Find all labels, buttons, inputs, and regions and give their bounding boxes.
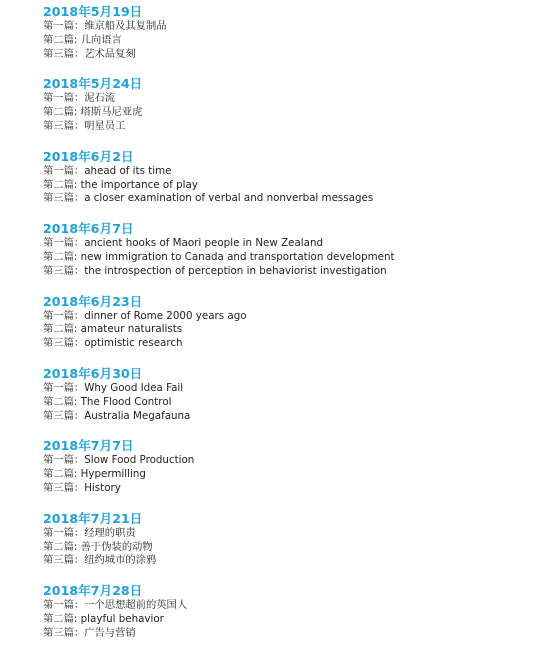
list-item [43, 310, 523, 324]
list-item [43, 337, 523, 351]
item-title: playful behavior [80, 612, 164, 625]
item-title: Hypermilling [80, 468, 146, 481]
list-item [43, 120, 523, 134]
item-label: 第一篇： [43, 381, 85, 394]
list-item [43, 396, 523, 410]
list-item [43, 627, 523, 641]
item-title: 泥石流 [84, 92, 116, 105]
item-title: 经理的职责 [84, 526, 136, 539]
item-title: the introspection of perception in behaviorist investigation [84, 264, 387, 277]
item-label: 第一篇： [43, 20, 85, 32]
list-item [43, 613, 523, 627]
item-label: 第二篇: [43, 250, 81, 263]
list-item [43, 541, 523, 555]
item-title: 一个思想超前的英国人 [84, 599, 188, 612]
list-item [43, 251, 523, 265]
item-title: 维京船及其复制品 [84, 20, 167, 32]
list-item [43, 237, 523, 251]
item-label: 第三篇： [43, 481, 85, 494]
item-label: 第一篇： [43, 526, 85, 539]
item-label: 第二篇: [43, 178, 81, 191]
item-label: 第一篇： [43, 454, 85, 467]
item-label: 第二篇: [43, 323, 81, 336]
list-item [43, 165, 523, 179]
list-item [43, 527, 523, 541]
section-date: 2018年6月30日 [43, 365, 143, 381]
section-date: 2018年5月24日 [43, 76, 143, 92]
list-item [43, 323, 523, 337]
list-item [43, 554, 523, 568]
list-item [43, 454, 523, 468]
section-date: 2018年7月28日 [43, 583, 143, 599]
item-label: 第三篇： [43, 47, 85, 60]
list-item [43, 599, 523, 613]
section-2018-06-30 [43, 366, 523, 423]
item-label: 第二篇: [43, 612, 81, 625]
item-title: amateur naturalists [80, 323, 183, 336]
item-title: Slow Food Production [84, 454, 195, 467]
item-title: Australia Megafauna [84, 409, 191, 422]
item-label: 第二篇: [43, 540, 81, 553]
item-title: a closer examination of verbal and nonverbal messages [84, 192, 374, 205]
section-date: 2018年7月21日 [43, 510, 143, 526]
list-item [43, 410, 523, 424]
item-label: 第三篇： [43, 337, 85, 350]
section-date: 2018年6月7日 [43, 221, 134, 237]
item-label: 第二篇: [43, 33, 81, 46]
section-date: 2018年6月23日 [43, 293, 143, 309]
item-title: 善于伪装的动物 [80, 540, 153, 553]
list-item [43, 265, 523, 279]
list-item [43, 106, 523, 120]
section-date: 2018年7月7日 [43, 438, 134, 454]
item-title: the importance of play [80, 178, 198, 191]
section-2018-07-28 [43, 583, 523, 640]
item-label: 第三篇： [43, 119, 85, 132]
item-label: 第三篇： [43, 409, 85, 422]
item-title: 儿向语言 [80, 33, 122, 46]
list-item [43, 34, 523, 48]
item-title: The Flood Control [80, 395, 172, 408]
item-label: 第一篇： [43, 92, 85, 105]
section-2018-05-19 [43, 4, 523, 61]
item-title: History [84, 481, 121, 494]
section-2018-05-24 [43, 76, 523, 133]
list-item [43, 48, 523, 62]
section-2018-07-21 [43, 511, 523, 568]
list-item [43, 468, 523, 482]
item-label: 第三篇： [43, 626, 85, 639]
item-title: ancient hooks of Maori people in New Zealand [84, 237, 324, 250]
list-item [43, 179, 523, 193]
item-label: 第一篇： [43, 309, 85, 322]
section-2018-07-07 [43, 438, 523, 495]
list-item [43, 382, 523, 396]
item-label: 第一篇： [43, 599, 85, 612]
item-title: 明星员工 [84, 119, 126, 132]
item-label: 第一篇： [43, 164, 85, 177]
item-title: Why Good Idea Fail [84, 381, 184, 394]
item-label: 第二篇: [43, 468, 81, 481]
item-title: 塔斯马尼亚虎 [80, 106, 143, 119]
item-title: dinner of Rome 2000 years ago [84, 309, 247, 322]
item-title: 艺术品复刻 [84, 47, 136, 60]
item-title: new immigration to Canada and transportation development [80, 250, 395, 263]
item-label: 第二篇: [43, 395, 81, 408]
list-item [43, 192, 523, 206]
section-2018-06-02 [43, 149, 523, 206]
item-title: 广告与营销 [84, 626, 136, 639]
section-date: 2018年5月19日 [43, 4, 143, 19]
item-title: optimistic research [84, 337, 183, 350]
list-item [43, 20, 523, 34]
list-item [43, 92, 523, 106]
item-label: 第三篇： [43, 264, 85, 277]
item-label: 第三篇： [43, 554, 85, 567]
item-label: 第一篇： [43, 237, 85, 250]
item-title: 纽约城市的涂鸦 [84, 554, 157, 567]
item-label: 第二篇: [43, 106, 81, 119]
item-label: 第三篇： [43, 192, 85, 205]
section-2018-06-23 [43, 294, 523, 351]
list-item [43, 482, 523, 496]
item-title: ahead of its time [84, 164, 172, 177]
exam-list [43, 4, 523, 656]
section-2018-06-07 [43, 221, 523, 278]
section-date: 2018年6月2日 [43, 148, 134, 164]
